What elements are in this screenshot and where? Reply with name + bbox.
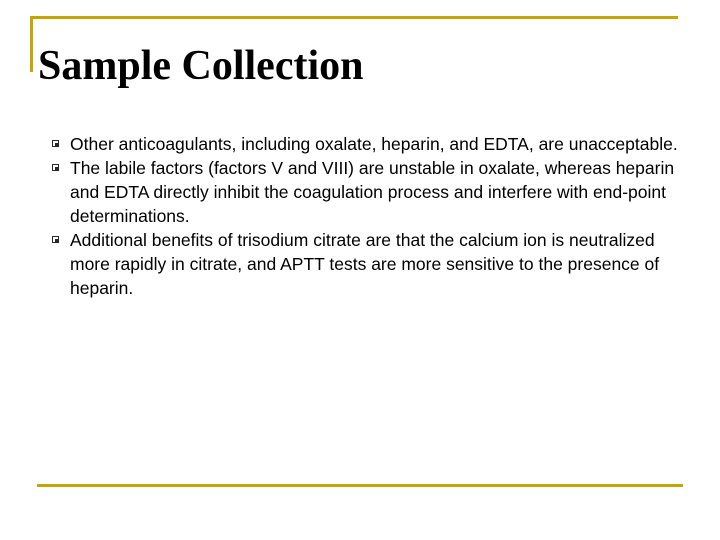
slide-frame-bottom-line xyxy=(37,484,683,487)
square-bullet-icon xyxy=(52,164,59,171)
bullet-text: The labile factors (factors V and VIII) are unstable in oxalate, whereas heparin and EDTA directly inhibit the coagulation process and interfere with end-point determinations. xyxy=(70,158,675,226)
square-bullet-icon xyxy=(52,140,59,147)
slide-frame-top-line xyxy=(30,16,678,19)
bullet-list xyxy=(52,132,682,300)
slide-frame-left-line xyxy=(30,16,33,72)
slide-title: Sample Collection xyxy=(38,43,364,89)
bullet-item xyxy=(52,132,682,156)
bullet-item xyxy=(52,228,682,300)
bullet-item xyxy=(52,156,682,228)
square-bullet-icon xyxy=(52,236,59,243)
bullet-text: Additional benefits of trisodium citrate are that the calcium ion is neutralized more rapidly in citrate, and APTT tests are more sensitive to the presence of heparin. xyxy=(70,230,660,298)
bullet-text: Other anticoagulants, including oxalate, heparin, and EDTA, are unacceptable. xyxy=(70,134,678,154)
